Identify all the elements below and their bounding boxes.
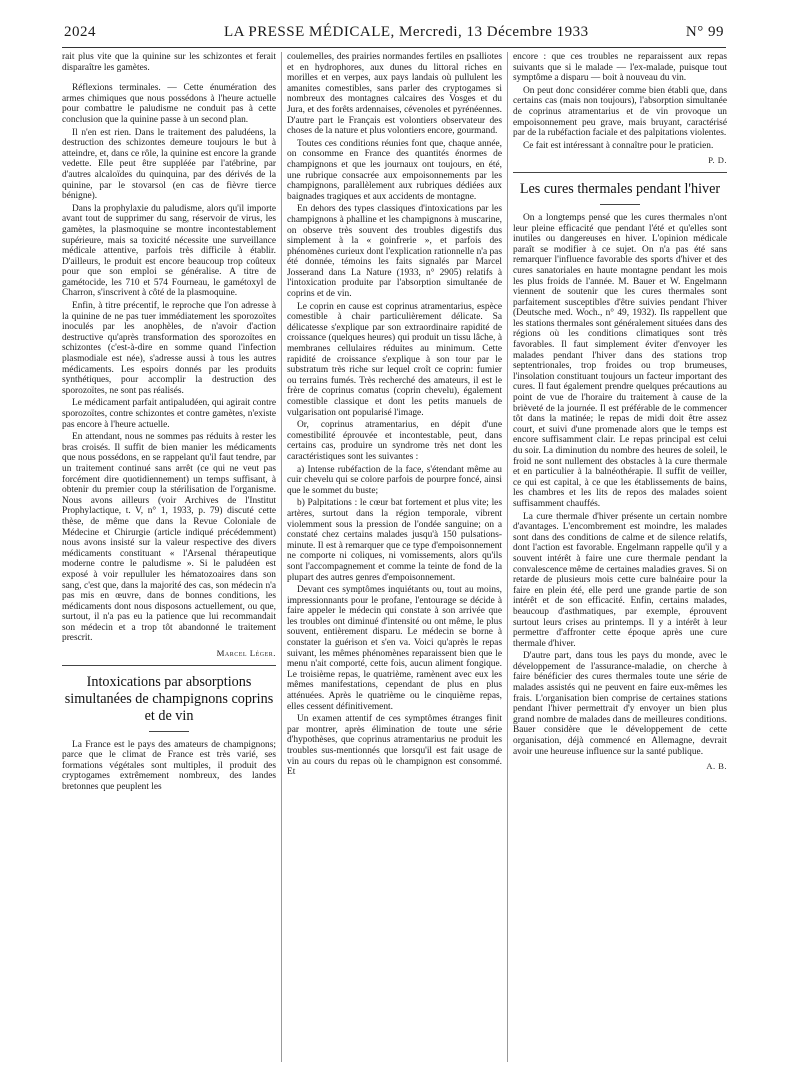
article-title: Les cures thermales pendant l'hiver (519, 180, 721, 197)
list-item: b) Palpitations : le cœur bat fortement et plus vite; les artères, surtout dans la région temporale, vibrent violemment sous la pression de l'ondée sanguine; on a constaté chez certains malades jusqu'à 150 pulsations-minute. Il est à remarquer que ce type d'empoisonnement ne comporte ni coliques, ni vomissements, alors qu'ils sont l'accompagnement et comme la teinte de fond de la plupart des autres genres d'empoisonnement. (287, 498, 502, 583)
column-right (513, 52, 727, 776)
issue-number: N° 99 (685, 24, 724, 40)
column-divider (507, 52, 508, 1062)
paragraph: encore : que ces troubles ne reparaissent aux repas suivants que si le malade — l'ex-malade, puisque tout symptôme a disparu — boit à nouveau du vin. (513, 52, 727, 84)
title-underline (600, 204, 640, 205)
header-rule (62, 47, 726, 48)
paragraph: En attendant, nous ne sommes pas réduits à rester les bras croisés. Il suffit de bien manier les médicaments que nous possédons, en se rappelant qu'il faut tendre, par un traitement continué sans arrêt (ce qui ne veut pas forcément dire quotidiennement) un temps suffisant, à obtenir du premier coup la stérilisation de l'organisme. Nous avons ailleurs (voir Archives de l'Institut Prophylactique, t. V, n° 1, 1933, p. 79) discuté cette thèse, de même que dans la Revue Coloniale de Médecine et Chirurgie (article indiqué précédemment) nous avons insisté sur la valeur respective des divers médicaments constituant « l'Arsenal thérapeutique moderne contre le paludisme ». Si le paludéen est exposé à voir repulluler les hématozoaires dans son sang, c'est que, dans la majorité des cas, son médecin n'a pas mis en œuvre, dans de bonnes conditions, les médicaments dont nous disposons actuellement, ou que, surtout, il n'a pas eu la patience que lui recommandait son médecin et a trop tôt abandonné le traitement prescrit. (62, 432, 276, 644)
paragraph: En dehors des types classiques d'intoxications par les champignons à phalline et les champignons à muscarine, on observe très souvent des troubles digestifs dus simplement à la « goinfrerie », et parfois des phénomènes curieux dont l'explication rationnelle n'a pas été donnée, témoins les faits signalés par Marcel Josserand dans La Nature (1933, n° 2905) relatifs à l'intoxication produite par l'absorption simultanée de coprins et de vin. (287, 204, 502, 300)
article-separator (513, 172, 727, 173)
paragraph: Or, coprinus atramentarius, en dépit d'une comestibilité éprouvée et incontestable, peut, dans certains cas, produire un syndrome très net dont les caractéristiques sont les suivantes : (287, 420, 502, 462)
paragraph: Toutes ces conditions réunies font que, chaque année, on consomme en France des quantités énormes de champignons et que les journaux ont toujours, en été, une rubrique consacrée aux empoisonnements par les champignons, parallèlement aux rubriques dédiées aux baignades tragiques et aux accidents de montagne. (287, 138, 502, 202)
column-middle (287, 52, 502, 780)
page-number: 2024 (64, 24, 96, 40)
paragraph: On a longtemps pensé que les cures thermales n'ont leur pleine efficacité que pendant l'été et qu'elles sont inutiles ou dangereuses en hiver. L'opinion médicale paraît se modifier à ce sujet. On n'a pas été sans remarquer l'influence favorable des sports d'hiver et des cures sanatoriales en haute montagne pendant les mois les plus froids de l'année. M. Bauer et W. Engelmann viennent de soutenir que les cures thermales sont parfaitement susceptibles d'être suivies pendant l'hiver (Deutsche med. Woch., n° 49, 1932). Ils rappellent que les stations thermales sont généralement situées dans des régions où les conditions climatiques sont très favorables. Il faut simplement éviter d'envoyer les malades pendant l'hiver dans des stations trop septentrionales, trop froides ou trop brumeuses, l'insolation constituant toujours un facteur important des cures. Il faut également prendre quelques précautions au point de vue de l'horaire du traitement à cause de la brièveté de la journée. Il est préférable de le commencer tôt dans la matinée; le repas de midi doit être assez court, et suivi d'une promenade alors que le temps est encore suffisamment clair. Le repas principal est celui du soir. La diminution du nombre des heures de soleil, le froid ne sont nullement des obstacles à la cure thermale et en particulier à la balnéothérapie. Il suffit de veiller, ce qui est capital, à ce que les établissements de bains, les chambres et les lits de repos des malades soient suffisamment chauffés. (513, 212, 727, 509)
paragraph: D'autre part, dans tous les pays du monde, avec le développement de l'assurance-maladie, on cherche à faire bénéficier des cures thermales toute une série de malades assistés qui ne peuvent en faire eux-mêmes les frais. L'organisation bien comprise de certaines stations pendant l'hiver permettrait d'y envoyer un bien plus grand nombre de malades dans de meilleures conditions. Bauer considère que le développement de cette organisation, déjà commencé en Allemagne, devrait avoir une heureuse influence sur la santé publique. (513, 651, 727, 757)
page-header (64, 24, 724, 46)
paragraph: Le coprin en cause est coprinus atramentarius, espèce comestible à chair particulièrement délicate. Sa délicatesse s'explique par son extraordinaire rapidité de croissance (quelques heures) qui produit un tissu lâche, à membranes cellulaires réduites au minimum. Cette rapidité de croissance s'explique à son tour par le substratum très riche sur lequel croît ce coprin: fumier ou terrains fumés. Très recherché des amateurs, il est le frère de coprinus comatus (coprin chevelu), également comestible classique et dont les petits manuels de vulgarisation ont popularisé l'image. (287, 301, 502, 418)
journal-title: LA PRESSE MÉDICALE, Mercredi, 13 Décembre 1933 (224, 24, 589, 40)
paragraph: Réflexions terminales. — Cette énumération des armes chimiques que nous possédons à l'heure actuelle pour combattre le paludisme ne conduit pas à cette conclusion que la quinine passe à un second plan. (62, 83, 276, 125)
author-signature: P. D. (708, 155, 727, 166)
author-signature: A. B. (706, 761, 727, 772)
paragraph: Enfin, à titre précentif, le reproche que l'on adresse à la quinine de ne pas tuer immédiatement les sporozoïtes inoculés par les anophèles, de n'avoir d'action destructive qu'après transformation des sporozoïtes en schizontes (c'est-à-dire en somme quand l'infection plasmodiale est née), s'adresse aussi à tous les autres médicaments. Les espoirs donnés par les produits synthétiques, pour accomplir la destruction des sporozoïtes, ne sont pas réalisés. (62, 301, 276, 396)
paragraph: Devant ces symptômes inquiétants ou, tout au moins, impressionnants pour le profane, l'entourage se décide à faire appeler le médecin qui constate à son arrivée que les troubles ont diminué d'intensité ou ont même, le plus souvent, entièrement disparu. Le médecin se borne à constater la guérison et s'en va. Voici qu'après le repas suivant, les mêmes phénomènes reparaissent bien que le menu n'ait comporté, cette fois, aucun aliment fongique. Le troisième repas, le quatrième, ramènent avec eux les mêmes manifestations, cependant de plus en plus atténuées. Après le quatrième ou le cinquième repas, elles cessent définitivement. (287, 585, 502, 712)
paragraph: On peut donc considérer comme bien établi que, dans certains cas (mais non toujours), l'absorption simultanée de coprinus atramentarius et de vin provoque un empoisonnement peu grave, mais bruyant, caractérisé par de la rubéfaction faciale et des palpitations violentes. (513, 85, 727, 139)
paragraph: La cure thermale d'hiver présente un certain nombre d'avantages. L'encombrement est moindre, les malades sont dans des conditions de calme et de silence relatifs, dont l'action est favorable. Engelmann rappelle qu'il y a souvent intérêt à faire une cure thermale pendant la convalescence même de certaines maladies graves. Si on retarde de plusieurs mois cette cure balnéaire pour la faire en plein été, elle perd une grande partie de son intérêt et de son efficacité. Enfin, certains malades, beaucoup d'asthmatiques, par exemple, éprouvent surtout leurs crises au printemps. Il y a intérêt à leur permettre d'affronter cette époque après une cure thermale d'hiver. (513, 511, 727, 649)
paragraph: Le médicament parfait antipaludéen, qui agirait contre sporozoïtes, contre schizontes et contre gamètes, n'existe pas encore à l'heure actuelle. (62, 398, 276, 430)
article-title: Intoxications par absorptions simultanées de champignons coprins et de vin (64, 673, 274, 724)
paragraph: Il n'en est rien. Dans le traitement des paludéens, la destruction des schizontes demeure toujours le but à atteindre, et, dans ce rôle, la quinine est encore la grande vedette. Elle peut être suppléée par l'atébrine, par d'autres alcaloïdes du quinquina, par des dérivés de la quinine, par le stovarsol (en cas de fièvre tierce bénigne). (62, 127, 276, 202)
paragraph: La France est le pays des amateurs de champignons; parce que le climat de France est très varié, ses formations végétales sont multiples, il produit des cryptogames extrêmement nombreux, des landes bretonnes que peuplent les (62, 739, 276, 793)
paragraph: coulemelles, des prairies normandes fertiles en psalliotes et en hydrophores, aux dunes du littoral riches en morilles et en verpes, aux pays landais où pullulent les amanites comestibles, sans parler des cryptogames si nombreux des montagnes calcaires des Vosges et du Jura, et des forêts ardennaises, cévenoles et pyrénéennes. D'autre part le Français est volontiers observateur des choses de la nature et plus volontiers encore, gourmand. (287, 52, 502, 137)
article-separator (62, 665, 276, 666)
column-divider (281, 52, 282, 1062)
paragraph: rait plus vite que la quinine sur les schizontes et ferait disparaître les gamètes. (62, 52, 276, 73)
list-item: a) Intense rubéfaction de la face, s'étendant même au cuir chevelu qui se colore parfois de pourpre foncé, ainsi que le sommet du buste; (287, 464, 502, 496)
paragraph: Ce fait est intéressant à connaître pour le praticien. (523, 140, 714, 151)
title-underline (149, 731, 189, 732)
paragraph: Dans la prophylaxie du paludisme, alors qu'il importe avant tout de supprimer du sang, réservoir de virus, les gamètes, la plasmoquine se montre incontestablement supérieure, mais sa toxicité nécessite une surveillance médicale attentive, parfois très difficile à établir. D'ailleurs, le produit est encore beaucoup trop coûteux pour que son emploi se généralise. A titre de gamétocide, les 710 et 574 Fourneau, le gamétoxyl de Charron, s'inscrivent à côté de la plasmoquine. (62, 203, 276, 299)
paragraph: Un examen attentif de ces symptômes étranges finit par montrer, après élimination de toute une série d'hypothèses, que coprinus atramentarius ne produit les troubles sus-mentionnés que lorsqu'il est fait usage de vin au cours du repas où le champignon est consommé. Et (287, 714, 502, 778)
column-left (62, 52, 276, 795)
author-signature: Marcel Léger. (216, 648, 276, 659)
